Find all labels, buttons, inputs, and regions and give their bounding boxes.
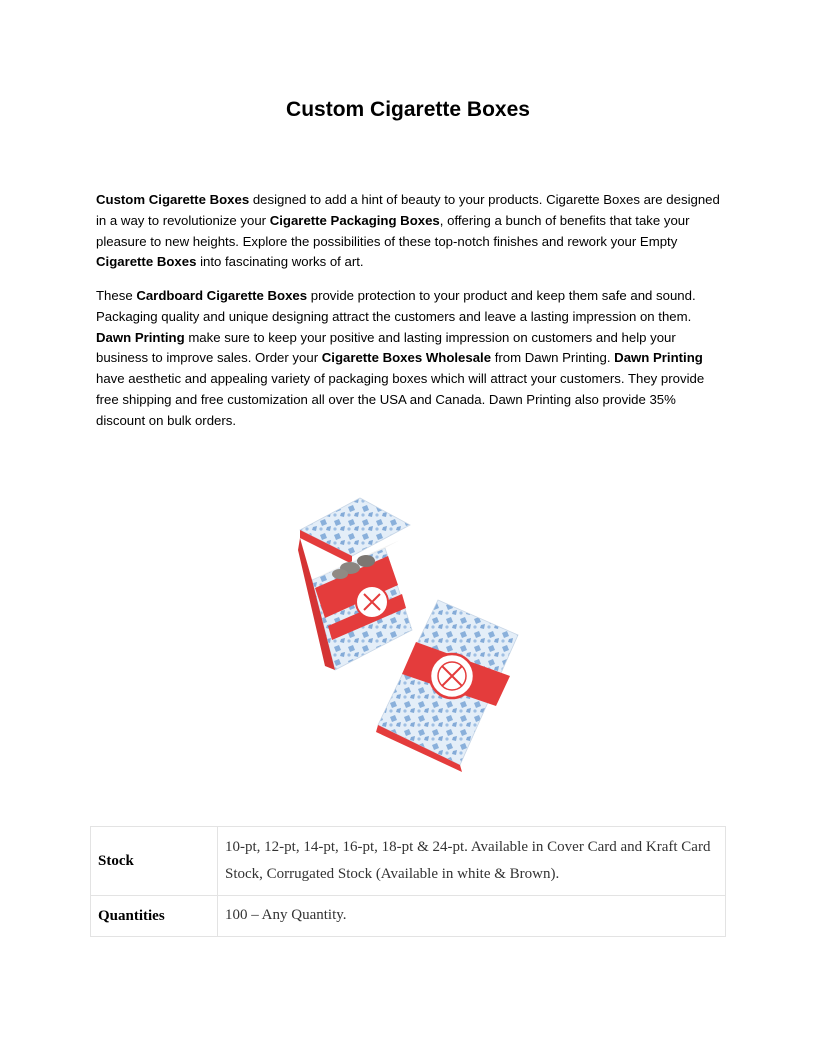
cigarette-box-illustration	[290, 490, 530, 775]
text-run: have aesthetic and appealing variety of packaging boxes which will attract your customers. They provide free shipping and free customization all over the USA and Canada. Dawn Printing also provide 35% discount on bulk orders.	[96, 371, 705, 428]
spec-value: 100 – Any Quantity.	[218, 896, 726, 937]
product-image	[290, 490, 530, 775]
text-run: designed to add a hint of beauty to your products. Cigarette Boxes are designed in a way to revolutionize your	[96, 192, 720, 228]
bold-text: Custom Cigarette Boxes	[96, 192, 250, 207]
intro-paragraph	[96, 190, 726, 273]
text-run: , offering a bunch of benefits that take your pleasure to new heights. Explore the possibilities of these top-notch finishes and rework your Empty	[96, 212, 690, 249]
text-run: provide protection to your product and keep them safe and sound. Packaging quality and unique designing attract the customers and leave a lasting impression on them.	[96, 288, 696, 324]
table-row	[91, 827, 726, 896]
spec-value: 10-pt, 12-pt, 14-pt, 16-pt, 18-pt & 24-pt. Available in Cover Card and Kraft Card Stock, Corrugated Stock (Available in white & Brown).	[218, 827, 726, 896]
bold-text: Dawn Printing	[96, 329, 185, 345]
bold-text: Cardboard Cigarette Boxes	[136, 288, 308, 303]
bold-text: Cigarette Boxes Wholesale	[321, 350, 492, 366]
text-run: make sure to keep your positive and lasting impression on customers and help your business to improve sales. Order your	[96, 329, 676, 366]
open-box	[298, 498, 412, 670]
table-row	[91, 896, 726, 937]
spec-label: Quantities	[91, 896, 218, 937]
bold-text: Dawn Printing	[614, 350, 703, 366]
details-paragraph	[96, 286, 726, 432]
page-title: Custom Cigarette Boxes	[286, 98, 530, 121]
text-run: from Dawn Printing.	[491, 350, 615, 366]
bold-text: Cigarette Packaging Boxes	[269, 212, 440, 228]
spec-label: Stock	[91, 827, 218, 896]
text-run: into fascinating works of art.	[196, 254, 364, 270]
spec-table	[90, 826, 726, 937]
bold-text: Cigarette Boxes	[96, 254, 197, 270]
text-run: These	[96, 288, 137, 303]
